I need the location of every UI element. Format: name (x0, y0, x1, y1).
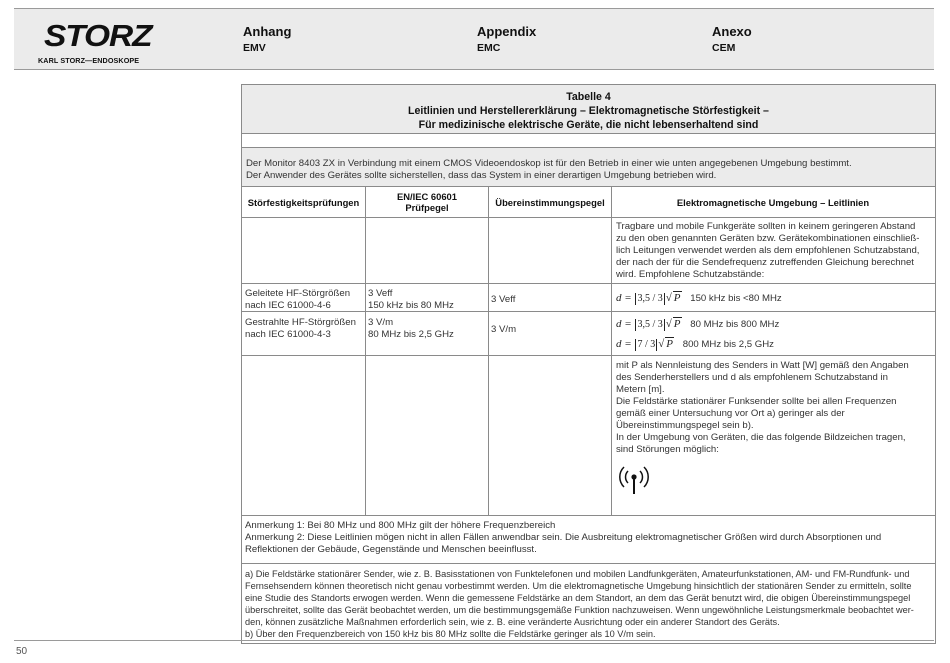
column-divider (488, 187, 489, 515)
header-divider (242, 217, 935, 218)
text-line: zu den oben genannten Geräten bzw. Gerätekombinationen einschließ- (616, 233, 920, 244)
text-line: nach IEC 61000-4-6 (245, 300, 331, 311)
text-line: sind Störungen möglich: (616, 444, 719, 455)
header-title: Appendix (477, 24, 537, 39)
table-title-line: Leitlinien und Herstellererklärung – Elektromagnetische Störfestigkeit – (408, 105, 769, 117)
note-line: Anmerkung 1: Bei 80 MHz und 800 MHz gilt der höhere Frequenzbereich (245, 520, 556, 531)
radiated-compliance-level: 3 V/m (491, 324, 517, 335)
text-line: Tragbare und mobile Funkgeräte sollten in keinem geringeren Abstand (616, 221, 916, 232)
column-divider (365, 187, 366, 515)
intro-line: Der Anwender des Gerätes sollte sicherstellen, dass das System in einer derartigen Umgebung betrieben wird. (246, 170, 717, 181)
logo-subtitle: KARL STORZ—ENDOSKOPE (38, 56, 140, 65)
footnote-line: Fernsehsendern können theoretisch nicht genau vorbestimmt werden. Um die elektromagnetische Umgebung hinsichtlich der stationären Sender zu ermitteln, sollte (245, 581, 912, 591)
header-col-spanish (712, 24, 752, 56)
note-line: Anmerkung 2: Diese Leitlinien mögen nicht in allen Fällen anwendbar sein. Die Ausbreitung elektromagnetischer Größen wird durch Absorptionen und (245, 532, 882, 543)
table-title-line: Für medizinische elektrische Geräte, die nicht lebenserhaltend sind (418, 119, 759, 131)
formula-coefficient: 3,5 / 3 (637, 319, 663, 330)
table-title-line: Tabelle 4 (566, 91, 611, 103)
text-line: Geleitete HF-Störgrößen (245, 288, 351, 299)
header-cell-tests: Störfestigkeitsprüfungen (247, 196, 360, 208)
formula-sqrt-arg: P (673, 292, 681, 304)
footnote-line: den, können zusätzliche Maßnahmen erforderlich sein, wie z. B. eine veränderte Ausrichtung oder ein anderer Standort des Geräts. (245, 617, 780, 627)
header-col-english (477, 24, 536, 56)
formula-sqrt-arg: P (666, 338, 673, 350)
radiated-test-level (368, 317, 454, 341)
row-divider (242, 311, 935, 312)
environment-intro (616, 221, 934, 281)
conducted-formula (616, 291, 782, 305)
text-line: Metern [m]. (616, 384, 665, 395)
radiated-test-name (245, 317, 356, 341)
sqrt-icon: √ (665, 318, 672, 330)
text-line: mit P als Nennleistung des Senders in Watt [W] gemäß den Angaben (616, 360, 909, 371)
conducted-test-name (245, 288, 350, 312)
text-line: nach IEC 61000-4-3 (245, 329, 331, 340)
emc-table (241, 84, 936, 644)
text-line: 150 kHz bis 80 MHz (368, 300, 454, 311)
header-line: EN/IEC 60601 (397, 191, 457, 202)
radiated-formula-low (616, 317, 779, 331)
table-footnotes (242, 564, 935, 643)
table-grid (242, 187, 935, 516)
text-line: des Senderherstellers und d als empfohlenem Schutzabstand in (616, 372, 888, 383)
logo-wordmark: STORZ (44, 18, 152, 53)
header-title: Anexo (712, 24, 752, 39)
text-line: lich Leitungen verwendet werden als dem empfohlenen Schutzabstand, (616, 245, 920, 256)
formula-sqrt-arg: P (673, 318, 681, 330)
formula-lhs: d = (616, 338, 632, 350)
header-line: Prüfpegel (405, 202, 449, 213)
text-line: 3 Veff (368, 288, 393, 299)
conducted-frequency: 150 kHz bis <80 MHz (690, 293, 782, 304)
header-title: Anhang (243, 24, 292, 39)
row-divider (242, 283, 935, 284)
row-divider (242, 355, 935, 356)
page-number: 50 (16, 646, 28, 657)
table-notes (242, 516, 935, 564)
footnote-line: überschreitet, sollte das Gerät beobachtet werden, um die bestimmungsgemäße Funktion nachzuweisen. Wenn ungewöhnliche Leistungsmerkmale beobachtet wer- (245, 605, 914, 615)
formula-coefficient: 7 / 3 (637, 339, 656, 350)
text-line: gemäß einer Untersuchung vor Ort a) geringer als der (616, 408, 845, 419)
page-header (14, 8, 934, 70)
text-line: 80 MHz bis 2,5 GHz (368, 329, 454, 340)
environment-detail (616, 360, 934, 456)
formula-lhs: d = (616, 318, 632, 330)
text-line: wird. Empfohlene Schutzabstände: (616, 269, 765, 280)
conducted-compliance-level: 3 Veff (491, 294, 516, 305)
formula-lhs: d = (616, 292, 632, 304)
header-col-german (243, 24, 291, 56)
table-title (242, 85, 935, 134)
footer-divider (14, 640, 934, 641)
header-subtitle: EMV (243, 42, 266, 54)
column-divider (611, 187, 612, 515)
text-line: Übereinstimmungspegel sein b). (616, 420, 754, 431)
header-cell-compliance: Übereinstimmungspegel (495, 196, 605, 208)
radiated-formula-high (616, 337, 774, 351)
footnote-line: b) Über den Frequenzbereich von 150 kHz bis 80 MHz sollte die Feldstärke geringer als 10 V/m sein. (245, 629, 656, 639)
footnote-line: a) Die Feldstärke stationärer Sender, wie z. B. Basisstationen von Funktelefonen und mobilen Landfunkgeräten, Amateurfunkstationen, AM- und FM-Rundfunk- und (245, 569, 910, 579)
formula-coefficient: 3,5 / 3 (637, 293, 663, 304)
text-line: der nach der für die Sendefrequenz zutreffenden Gleichung berechnet (616, 257, 914, 268)
sqrt-icon: √ (658, 338, 665, 350)
radiated-frequency-low: 80 MHz bis 800 MHz (690, 319, 780, 330)
intro-line: Der Monitor 8403 ZX in Verbindung mit einem CMOS Videoendoskop ist für den Betrieb in einer wie unten angegebenen Umgebung bestimmt. (246, 158, 852, 169)
footnote-line: eine Studie des Standorts erwogen werden. Wenn die gemessene Feldstärke an dem Standort, an dem das Gerät benutzt wird, die obigen Übereinstimmungspegel (245, 593, 911, 603)
conducted-test-level (368, 288, 454, 312)
header-subtitle: CEM (712, 42, 736, 54)
text-line: Die Feldstärke stationärer Funksender sollte bei allen Frequenzen (616, 396, 897, 407)
non-ionizing-radiation-icon (616, 461, 652, 499)
header-cell-environment: Elektromagnetische Umgebung – Leitlinien (676, 196, 870, 208)
text-line: Gestrahlte HF-Störgrößen (245, 317, 356, 328)
text-line: In der Umgebung von Geräten, die das folgende Bildzeichen tragen, (616, 432, 906, 443)
table-spacer (242, 134, 935, 148)
storz-logo (24, 17, 152, 65)
table-intro (242, 148, 935, 187)
header-subtitle: EMC (477, 42, 501, 54)
header-cell-test-level (366, 187, 488, 217)
radiated-frequency-high: 800 MHz bis 2,5 GHz (682, 339, 774, 350)
note-line: Reflektionen der Gebäude, Gegenstände und Menschen beeinflusst. (245, 544, 537, 555)
text-line: 3 V/m (368, 317, 394, 328)
sqrt-icon: √ (665, 292, 672, 304)
